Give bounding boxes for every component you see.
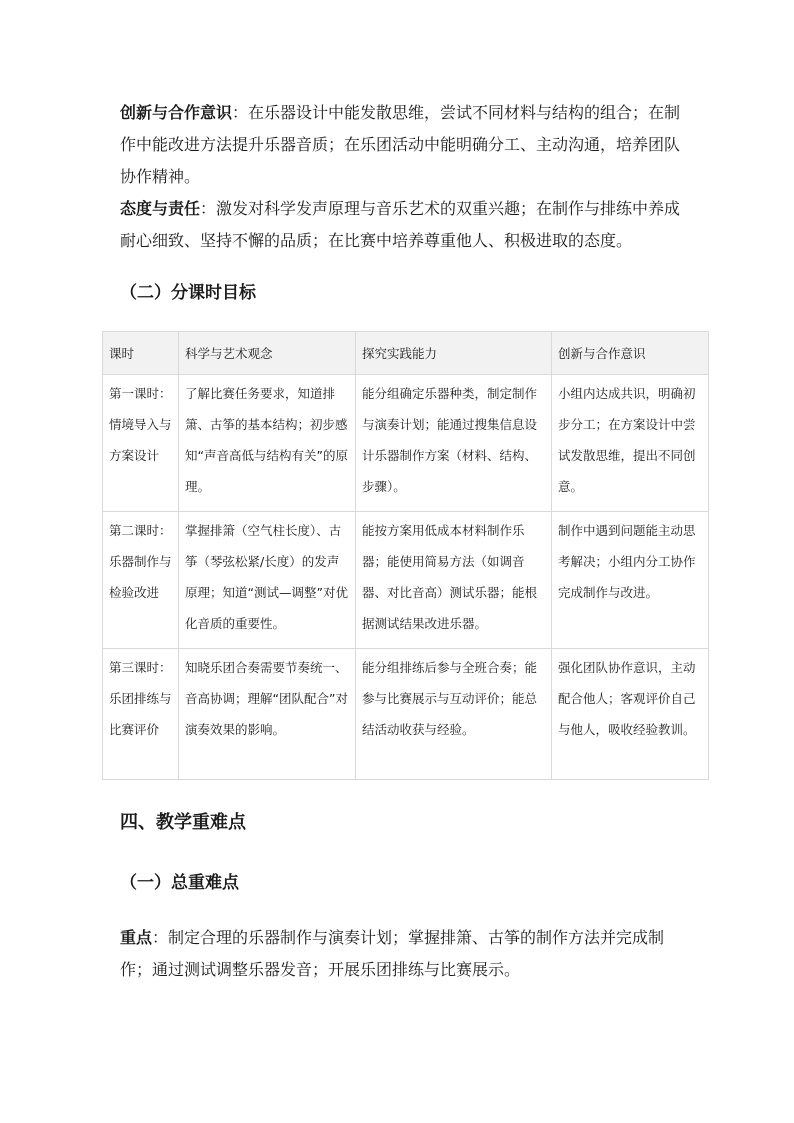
lesson-cell: 第二课时：乐器制作与检验改进 bbox=[103, 512, 179, 649]
innovation-cell: 小组内达成共识，明确初步分工；在方案设计中尝试发散思维，提出不同创意。 bbox=[552, 375, 709, 512]
concept-cell: 知晓乐团合奏需要节奏统一、音高协调；理解“团队配合”对演奏效果的影响。 bbox=[179, 649, 356, 780]
key-point-label: 重点 bbox=[120, 928, 153, 947]
key-difficulty-heading: （一）总重难点 bbox=[120, 873, 239, 893]
key-point-paragraph bbox=[120, 922, 686, 986]
lesson-cell: 第三课时：乐团排练与比赛评价 bbox=[103, 649, 179, 780]
concept-cell: 掌握排箫（空气柱长度）、古筝（琴弦松紧/长度）的发声原理；知道“测试—调整”对优化音质的重要性。 bbox=[179, 512, 356, 649]
table-row bbox=[103, 512, 709, 649]
innovation-label: 创新与合作意识 bbox=[120, 103, 233, 122]
attitude-text: ：激发对科学发声原理与音乐艺术的双重兴趣；在制作与排练中养成耐心细致、坚持不懈的品质；在比赛中培养尊重他人、积极进取的态度。 bbox=[120, 199, 681, 250]
concept-cell: 了解比赛任务要求，知道排箫、古筝的基本结构；初步感知“声音高低与结构有关”的原理。 bbox=[179, 375, 356, 512]
lesson-goals-table bbox=[102, 331, 709, 780]
practice-cell: 能分组排练后参与全班合奏；能参与比赛展示与互动评价；能总结活动收获与经验。 bbox=[356, 649, 552, 780]
column-header: 创新与合作意识 bbox=[552, 332, 709, 375]
column-header: 科学与艺术观念 bbox=[179, 332, 356, 375]
lesson-cell: 第一课时：情境导入与方案设计 bbox=[103, 375, 179, 512]
attitude-paragraph bbox=[120, 193, 686, 257]
lesson-goals-heading: （二）分课时目标 bbox=[120, 283, 256, 303]
innovation-cell: 强化团队协作意识，主动配合他人；客观评价自己与他人，吸收经验教训。 bbox=[552, 649, 709, 780]
key-point-text: ：制定合理的乐器制作与演奏计划；掌握排箫、古筝的制作方法并完成制作；通过测试调整乐器发音；开展乐团排练与比赛展示。 bbox=[120, 928, 665, 979]
table-header-row bbox=[103, 332, 709, 375]
column-header: 课时 bbox=[103, 332, 179, 375]
practice-cell: 能分组确定乐器种类，制定制作与演奏计划；能通过搜集信息设计乐器制作方案（材料、结构、步骤）。 bbox=[356, 375, 552, 512]
innovation-cell: 制作中遇到问题能主动思考解决；小组内分工协作完成制作与改进。 bbox=[552, 512, 709, 649]
practice-cell: 能按方案用低成本材料制作乐器；能使用简易方法（如调音器、对比音高）测试乐器；能根据测试结果改进乐器。 bbox=[356, 512, 552, 649]
section-four-heading: 四、教学重难点 bbox=[120, 812, 246, 833]
innovation-text: ：在乐器设计中能发散思维，尝试不同材料与结构的组合；在制作中能改进方法提升乐器音质；在乐团活动中能明确分工、主动沟通，培养团队协作精神。 bbox=[120, 103, 681, 186]
column-header: 探究实践能力 bbox=[356, 332, 552, 375]
innovation-paragraph bbox=[120, 97, 686, 193]
attitude-label: 态度与责任 bbox=[120, 199, 201, 218]
table-row bbox=[103, 375, 709, 512]
table-row bbox=[103, 649, 709, 780]
